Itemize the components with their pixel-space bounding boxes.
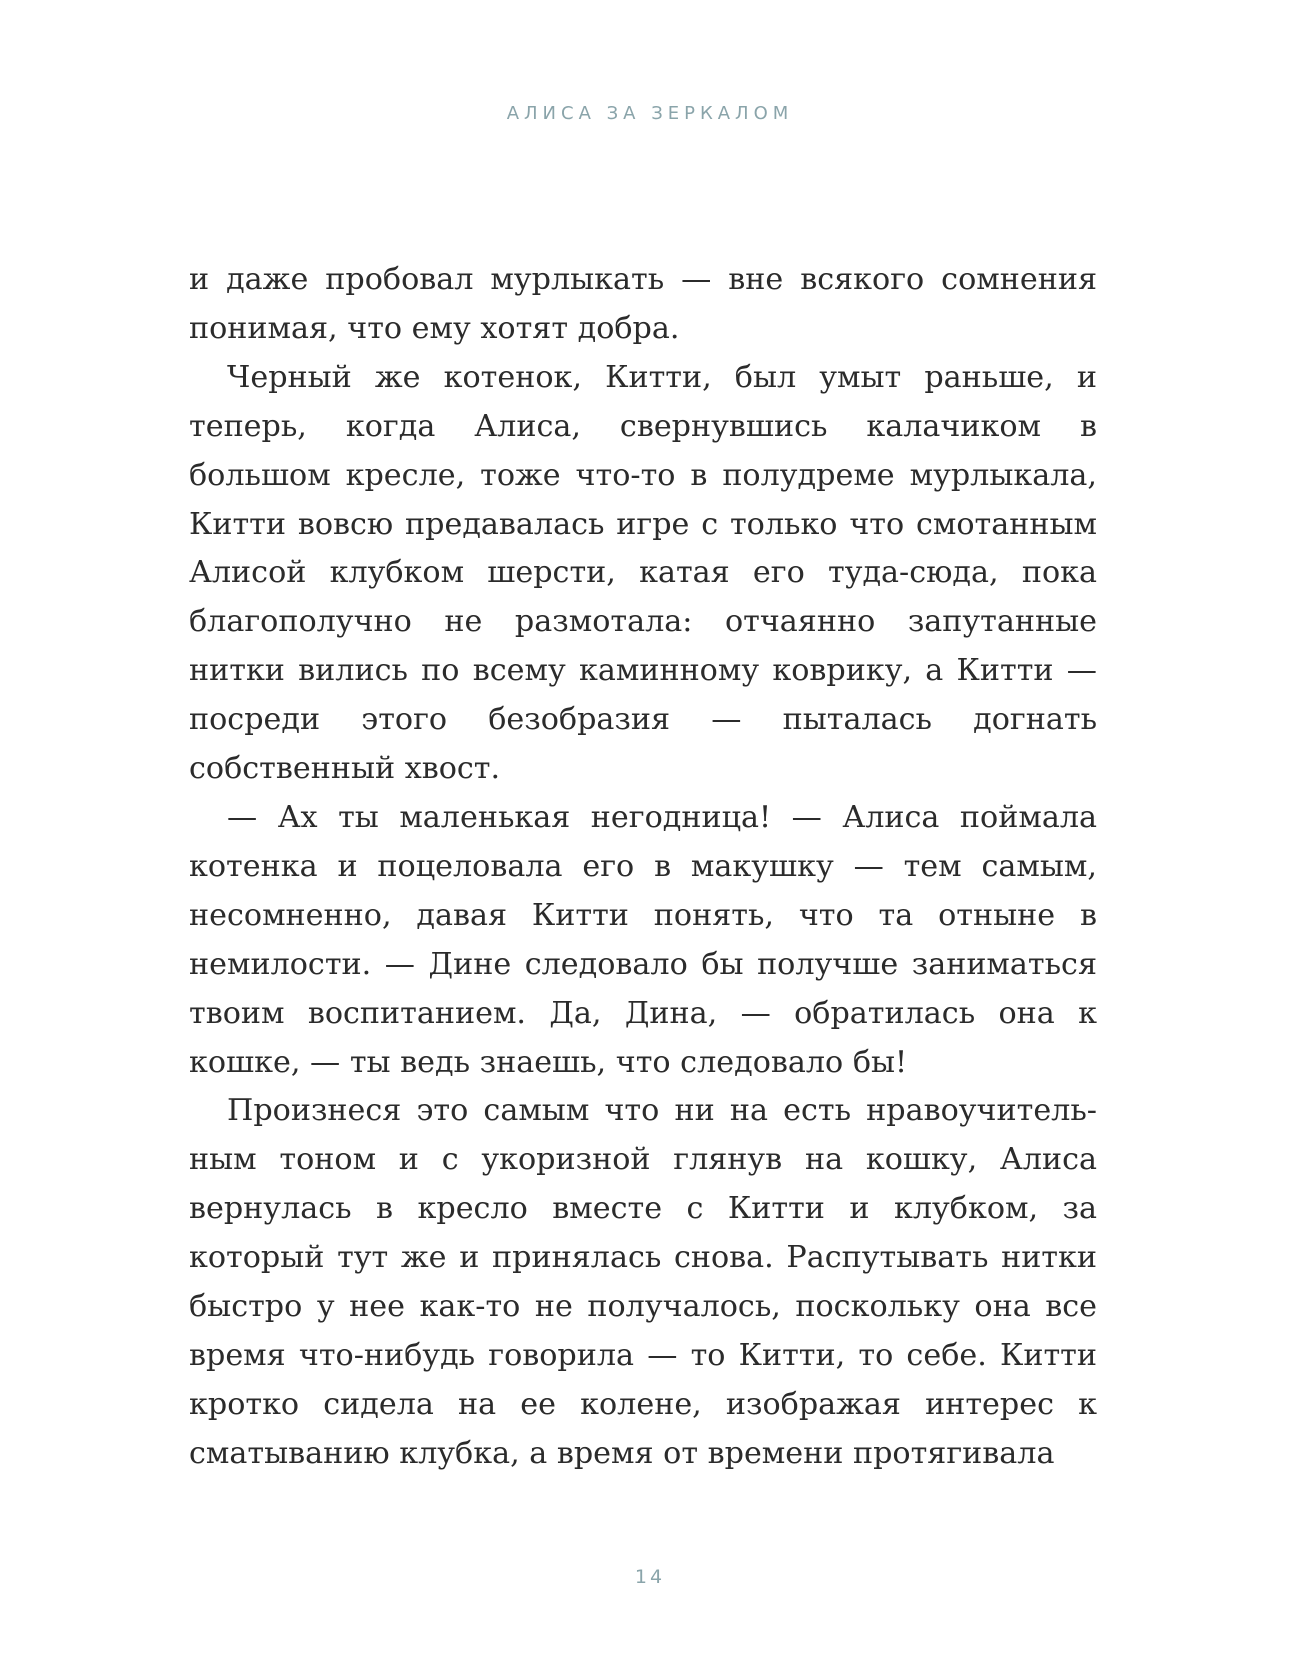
body-text <box>189 256 1097 1479</box>
paragraph-2: Черный же котенок, Китти, был умыт раньше, и теперь, когда Алиса, свернувшись калачиком в большом кресле, тоже что-то в полудреме мурлыкала, Китти вовсю предавалась игре с только что смотанным Алисой клубком шерсти, катая его туда-сюда, пока благополучно не размотала: отчаянно запутанные нитки вились по всему каминному коврику, а Китти — посреди этого безобразия — пыталась догнать собственный хвост. <box>189 359 1097 787</box>
paragraph-1: и даже пробовал мурлыкать — вне всякого сомнения понимая, что ему хотят добра. <box>189 262 1097 346</box>
paragraph-3: — Ах ты маленькая негодница! — Алиса поймала котенка и поцеловала его в макушку — тем самым, несомненно, давая Китти понять, что та отныне в немилости. — Дине следовало бы получше заниматься твоим воспитанием. Да, Дина, — обратилась она к кошке, — ты ведь знаешь, что следовало бы! <box>189 799 1097 1080</box>
paragraph-4: Произнеся это самым что ни на есть нравоучительным тоном и с укоризной глянув на кошку, Алиса вернулась в кресло вместе с Китти и клубком, за который тут же и принялась снова. Распутывать нитки быстро у нее как-то не получалось, поскольку она все время что-нибудь говорила — то Китти, то себе. Китти кротко сидела на ее колене, изображая интерес к сматыванию клубка, а время от времени протягивала <box>189 1093 1097 1471</box>
page-number: 14 <box>634 1566 666 1588</box>
running-head-title: АЛИСА ЗА ЗЕРКАЛОМ <box>506 103 794 124</box>
